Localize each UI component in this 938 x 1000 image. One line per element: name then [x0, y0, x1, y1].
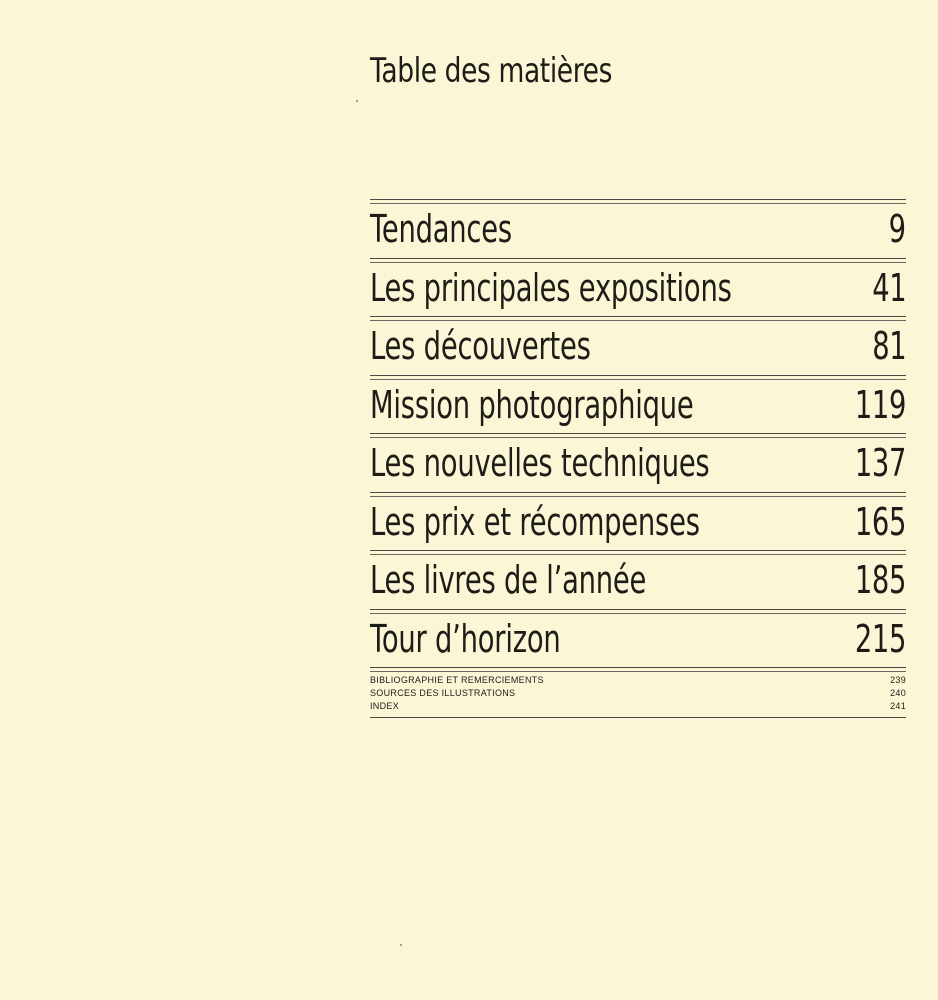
- toc-entry-tendances[interactable]: [370, 199, 906, 258]
- appendix-list: [370, 667, 906, 713]
- paper-speck: [356, 100, 358, 102]
- toc-entry-page: 137: [854, 441, 906, 485]
- toc-entry-decouvertes[interactable]: [370, 316, 906, 375]
- appendix-entry-label: INDEX: [370, 701, 400, 711]
- toc-entry-principales-expositions[interactable]: [370, 258, 906, 317]
- toc-entry-page: 119: [854, 382, 906, 427]
- appendix-entry-index[interactable]: [370, 700, 906, 713]
- toc-entry-title: Les principales expositions: [370, 265, 732, 310]
- toc-entry-title: Tendances: [370, 207, 512, 251]
- toc-entry-page: 41: [871, 265, 906, 310]
- toc-entry-title: Tour d’horizon: [370, 616, 561, 661]
- toc-entry-page: 9: [888, 207, 906, 251]
- appendix-entry-page: 239: [890, 675, 906, 685]
- toc-entry-title: Les découvertes: [370, 324, 591, 368]
- toc-entry-page: 81: [871, 324, 906, 368]
- appendix-entry-page: 241: [890, 701, 906, 711]
- appendix-entry-label: BIBLIOGRAPHIE ET REMERCIEMENTS: [370, 675, 544, 685]
- appendix-bottom-rule: [370, 717, 906, 718]
- toc-entry-page: 165: [854, 499, 906, 544]
- toc-entry-title: Les prix et récompenses: [370, 499, 700, 544]
- toc-entry-prix-recompenses[interactable]: [370, 492, 906, 551]
- toc-entry-page: 215: [854, 616, 906, 661]
- toc-entry-page: 185: [854, 558, 906, 602]
- toc-entry-title: Les nouvelles techniques: [370, 441, 710, 485]
- appendix-entry-bibliographie[interactable]: [370, 674, 906, 687]
- appendix-entry-label: SOURCES DES ILLUSTRATIONS: [370, 688, 516, 698]
- paper-speck: [400, 944, 402, 946]
- toc-entry-nouvelles-techniques[interactable]: [370, 433, 906, 492]
- page-title: Table des matières: [370, 50, 613, 91]
- appendix-entry-page: 240: [890, 688, 906, 698]
- appendix-entry-sources[interactable]: [370, 687, 906, 700]
- toc-entry-title: Les livres de l’année: [370, 558, 647, 602]
- toc-entry-mission-photographique[interactable]: [370, 375, 906, 434]
- toc-entry-tour-horizon[interactable]: [370, 609, 906, 668]
- toc-entry-title: Mission photographique: [370, 382, 694, 427]
- toc-entry-livres-annee[interactable]: [370, 550, 906, 609]
- table-of-contents: [370, 199, 906, 667]
